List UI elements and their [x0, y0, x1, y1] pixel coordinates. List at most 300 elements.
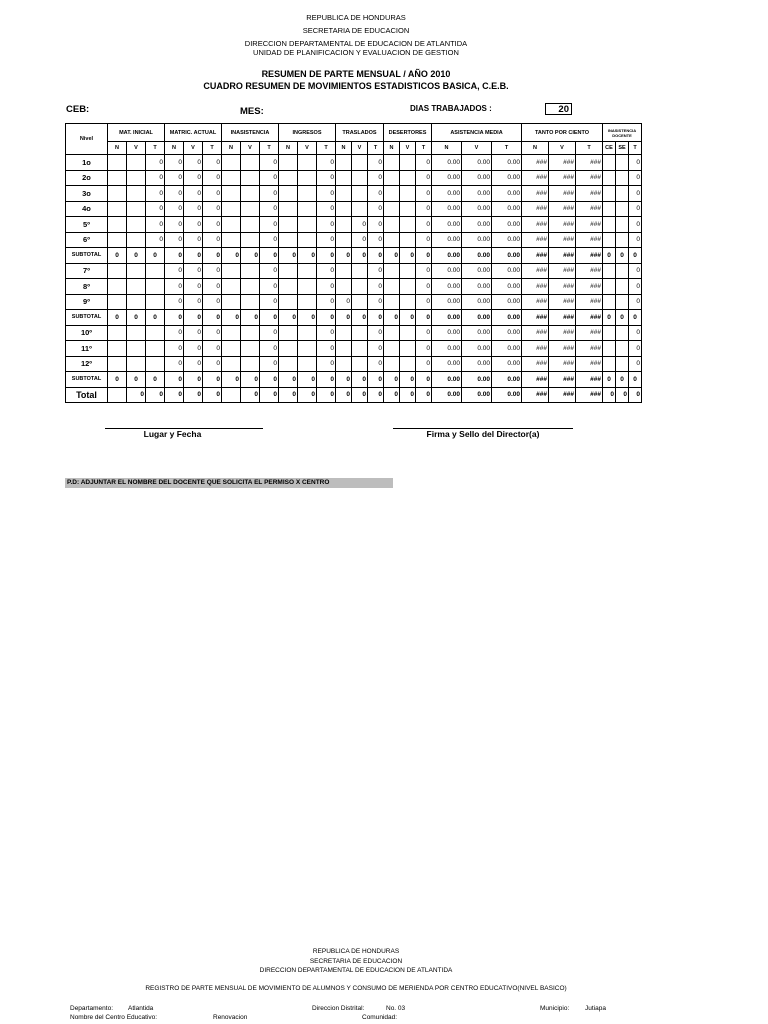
firma-label: Firma y Sello del Director(a): [426, 429, 540, 439]
value-cell: [241, 294, 260, 310]
value-cell: [336, 170, 352, 186]
value-cell: [603, 186, 616, 202]
value-cell: 0: [368, 201, 384, 217]
value-cell: [108, 217, 127, 233]
value-cell: [384, 341, 400, 357]
table-row: [66, 263, 642, 279]
value-cell: [603, 279, 616, 295]
value-cell: 0: [184, 310, 203, 326]
value-cell: 0: [629, 170, 642, 186]
value-cell: [108, 263, 127, 279]
value-cell: [400, 294, 416, 310]
value-cell: 0: [368, 232, 384, 248]
value-cell: [336, 356, 352, 372]
value-cell: ###: [522, 186, 549, 202]
value-cell: [603, 356, 616, 372]
value-cell: [616, 325, 629, 341]
value-cell: 0: [317, 201, 336, 217]
value-cell: [298, 232, 317, 248]
value-cell: [384, 201, 400, 217]
value-cell: 0: [352, 232, 368, 248]
value-cell: ###: [549, 217, 576, 233]
value-cell: ###: [522, 341, 549, 357]
value-cell: [384, 170, 400, 186]
value-cell: 0: [368, 372, 384, 388]
value-cell: 0: [127, 387, 146, 403]
value-cell: [352, 294, 368, 310]
value-cell: ###: [576, 186, 603, 202]
value-cell: 0: [317, 387, 336, 403]
value-cell: 0: [260, 201, 279, 217]
value-cell: 0.00: [432, 372, 462, 388]
distrital-label: Direccion Distrital:: [312, 1005, 365, 1012]
value-cell: [222, 294, 241, 310]
value-cell: 0: [384, 372, 400, 388]
value-cell: 0: [184, 217, 203, 233]
value-cell: 0.00: [432, 155, 462, 171]
value-cell: 0: [629, 232, 642, 248]
value-cell: 0: [184, 170, 203, 186]
table-row: [66, 201, 642, 217]
value-cell: 0: [165, 294, 184, 310]
value-cell: 0.00: [492, 170, 522, 186]
value-cell: 0: [400, 372, 416, 388]
nivel-cell: 4o: [66, 201, 108, 217]
value-cell: 0: [165, 217, 184, 233]
nivel-cell: SUBTOTAL: [66, 248, 108, 264]
value-cell: 0: [616, 372, 629, 388]
value-cell: 0: [352, 217, 368, 233]
value-cell: 0.00: [492, 232, 522, 248]
value-cell: 0: [336, 310, 352, 326]
value-cell: 0.00: [462, 356, 492, 372]
value-cell: [400, 170, 416, 186]
value-cell: [222, 341, 241, 357]
value-cell: 0: [368, 294, 384, 310]
value-cell: 0: [260, 279, 279, 295]
value-cell: 0: [203, 263, 222, 279]
value-cell: ###: [549, 186, 576, 202]
nivel-cell: 8º: [66, 279, 108, 295]
value-cell: 0: [184, 341, 203, 357]
value-cell: ###: [549, 341, 576, 357]
value-cell: 0.00: [462, 279, 492, 295]
nivel-cell: SUBTOTAL: [66, 310, 108, 326]
value-cell: 0: [203, 325, 222, 341]
value-cell: 0: [317, 325, 336, 341]
value-cell: [384, 279, 400, 295]
value-cell: [603, 217, 616, 233]
nvt-header-row: [66, 142, 642, 155]
value-cell: [241, 341, 260, 357]
value-cell: 0: [165, 279, 184, 295]
value-cell: 0.00: [462, 341, 492, 357]
value-cell: [222, 217, 241, 233]
value-cell: [603, 263, 616, 279]
value-cell: 0: [317, 248, 336, 264]
value-cell: [127, 170, 146, 186]
value-cell: [336, 279, 352, 295]
value-cell: 0.00: [432, 248, 462, 264]
value-cell: 0.00: [492, 325, 522, 341]
value-cell: [298, 263, 317, 279]
value-cell: 0: [368, 279, 384, 295]
value-cell: 0: [203, 232, 222, 248]
value-cell: 0.00: [492, 294, 522, 310]
value-cell: [108, 356, 127, 372]
value-cell: [222, 263, 241, 279]
value-cell: [108, 232, 127, 248]
value-cell: [400, 201, 416, 217]
report-subtitle: CUADRO RESUMEN DE MOVIMIENTOS ESTADISTICOS BASICA, C.E.B.: [203, 81, 509, 91]
value-cell: 0: [165, 341, 184, 357]
header-line-3: DIRECCION DEPARTAMENTAL DE EDUCACION DE ATLANTIDA: [244, 39, 468, 48]
value-cell: 0: [279, 248, 298, 264]
value-cell: 0: [184, 372, 203, 388]
value-cell: 0: [317, 155, 336, 171]
value-cell: [400, 155, 416, 171]
value-cell: 0: [260, 217, 279, 233]
value-cell: 0: [416, 279, 432, 295]
value-cell: [108, 387, 127, 403]
group-header-0: MAT. INICIAL: [108, 124, 165, 142]
value-cell: 0: [146, 217, 165, 233]
value-cell: [400, 217, 416, 233]
value-cell: 0: [203, 248, 222, 264]
value-cell: ###: [522, 170, 549, 186]
value-cell: [336, 232, 352, 248]
value-cell: 0: [603, 372, 616, 388]
value-cell: [616, 155, 629, 171]
value-cell: [146, 279, 165, 295]
value-cell: ###: [549, 201, 576, 217]
value-cell: [298, 155, 317, 171]
value-cell: 0: [260, 155, 279, 171]
value-cell: [603, 294, 616, 310]
value-cell: [352, 186, 368, 202]
value-cell: [146, 263, 165, 279]
table-row: [66, 294, 642, 310]
value-cell: 0.00: [492, 201, 522, 217]
value-cell: [222, 201, 241, 217]
value-cell: 0: [416, 263, 432, 279]
value-cell: 0: [260, 372, 279, 388]
value-cell: ###: [576, 387, 603, 403]
ceb-label: CEB:: [66, 104, 90, 115]
value-cell: 0.00: [432, 279, 462, 295]
value-cell: 0: [165, 325, 184, 341]
value-cell: 0: [368, 356, 384, 372]
value-cell: 0.00: [492, 217, 522, 233]
value-cell: [603, 170, 616, 186]
value-cell: ###: [576, 232, 603, 248]
nvt-header-cell: T: [576, 142, 603, 155]
value-cell: 0: [165, 356, 184, 372]
value-cell: ###: [549, 248, 576, 264]
table-row: [66, 217, 642, 233]
value-cell: 0.00: [432, 217, 462, 233]
value-cell: 0: [298, 372, 317, 388]
value-cell: ###: [549, 232, 576, 248]
value-cell: 0: [184, 356, 203, 372]
value-cell: 0.00: [432, 341, 462, 357]
subtotal-row: [66, 310, 642, 326]
value-cell: [400, 232, 416, 248]
value-cell: 0: [203, 356, 222, 372]
value-cell: 0: [241, 387, 260, 403]
value-cell: [352, 170, 368, 186]
value-cell: 0: [146, 201, 165, 217]
distrital-value: No. 03: [386, 1005, 406, 1012]
value-cell: 0: [384, 387, 400, 403]
value-cell: [352, 356, 368, 372]
value-cell: ###: [522, 387, 549, 403]
value-cell: [298, 279, 317, 295]
header-line-2: SECRETARIA DE EDUCACION: [302, 26, 410, 35]
value-cell: 0: [384, 248, 400, 264]
nivel-cell: 12º: [66, 356, 108, 372]
value-cell: 0: [260, 341, 279, 357]
value-cell: [279, 279, 298, 295]
value-cell: 0: [416, 170, 432, 186]
value-cell: 0: [184, 248, 203, 264]
value-cell: ###: [549, 279, 576, 295]
value-cell: 0.00: [462, 294, 492, 310]
nvt-header-cell: N: [522, 142, 549, 155]
table-row: [66, 356, 642, 372]
value-cell: 0: [400, 387, 416, 403]
value-cell: 0: [146, 170, 165, 186]
nvt-header-cell: T: [317, 142, 336, 155]
value-cell: 0: [603, 310, 616, 326]
value-cell: 0: [127, 248, 146, 264]
value-cell: 0: [416, 201, 432, 217]
value-cell: ###: [576, 263, 603, 279]
value-cell: 0: [629, 155, 642, 171]
value-cell: 0: [616, 387, 629, 403]
value-cell: 0.00: [462, 387, 492, 403]
value-cell: 0.00: [432, 170, 462, 186]
value-cell: 0: [368, 387, 384, 403]
group-header-5: DESERTORES: [384, 124, 432, 142]
value-cell: 0: [279, 372, 298, 388]
value-cell: [146, 294, 165, 310]
value-cell: 0: [352, 310, 368, 326]
value-cell: [616, 201, 629, 217]
value-cell: [336, 263, 352, 279]
value-cell: 0.00: [432, 232, 462, 248]
value-cell: [384, 263, 400, 279]
footer-line-2: SECRETARIA DE EDUCACION: [309, 958, 403, 965]
value-cell: 0.00: [492, 279, 522, 295]
value-cell: [384, 325, 400, 341]
value-cell: 0: [165, 372, 184, 388]
value-cell: [616, 294, 629, 310]
value-cell: 0: [416, 294, 432, 310]
value-cell: 0.00: [462, 248, 492, 264]
value-cell: 0: [416, 372, 432, 388]
value-cell: 0: [336, 294, 352, 310]
value-cell: [384, 294, 400, 310]
value-cell: 0: [368, 155, 384, 171]
value-cell: 0: [416, 186, 432, 202]
value-cell: [336, 201, 352, 217]
value-cell: 0: [165, 201, 184, 217]
value-cell: ###: [522, 201, 549, 217]
value-cell: [400, 341, 416, 357]
value-cell: [222, 170, 241, 186]
value-cell: ###: [549, 263, 576, 279]
value-cell: ###: [576, 279, 603, 295]
value-cell: 0: [241, 248, 260, 264]
value-cell: 0.00: [432, 310, 462, 326]
group-header-1: MATRIC. ACTUAL: [165, 124, 222, 142]
value-cell: 0: [416, 232, 432, 248]
nivel-header: Nivel: [66, 124, 108, 155]
value-cell: 0: [603, 248, 616, 264]
value-cell: ###: [576, 372, 603, 388]
value-cell: [298, 201, 317, 217]
value-cell: 0: [336, 248, 352, 264]
value-cell: 0: [165, 248, 184, 264]
value-cell: 0: [184, 325, 203, 341]
value-cell: ###: [576, 248, 603, 264]
value-cell: 0.00: [462, 232, 492, 248]
value-cell: [603, 232, 616, 248]
value-cell: 0.00: [462, 217, 492, 233]
value-cell: [352, 263, 368, 279]
value-cell: [336, 155, 352, 171]
value-cell: 0: [629, 201, 642, 217]
value-cell: [400, 263, 416, 279]
value-cell: 0: [203, 279, 222, 295]
nvt-header-cell: CE: [603, 142, 616, 155]
value-cell: 0.00: [432, 325, 462, 341]
table-row: [66, 155, 642, 171]
value-cell: [241, 201, 260, 217]
value-cell: 0.00: [492, 248, 522, 264]
value-cell: 0: [629, 310, 642, 326]
value-cell: [108, 279, 127, 295]
footer-line-1: REPUBLICA DE HONDURAS: [312, 948, 400, 955]
value-cell: ###: [549, 325, 576, 341]
value-cell: 0: [368, 170, 384, 186]
value-cell: 0: [184, 263, 203, 279]
value-cell: 0: [108, 372, 127, 388]
value-cell: 0.00: [462, 372, 492, 388]
value-cell: [127, 263, 146, 279]
municipio-label: Municipio:: [540, 1005, 570, 1012]
value-cell: [146, 356, 165, 372]
header-line-1: REPUBLICA DE HONDURAS: [306, 13, 406, 22]
value-cell: 0: [184, 186, 203, 202]
nvt-header-cell: V: [184, 142, 203, 155]
value-cell: [352, 201, 368, 217]
value-cell: 0: [317, 294, 336, 310]
centro-value: Renovacion: [213, 1014, 248, 1021]
value-cell: [279, 201, 298, 217]
value-cell: [108, 170, 127, 186]
value-cell: 0: [317, 279, 336, 295]
value-cell: [400, 186, 416, 202]
value-cell: 0: [629, 325, 642, 341]
value-cell: [616, 217, 629, 233]
value-cell: 0: [629, 217, 642, 233]
value-cell: 0.00: [462, 155, 492, 171]
value-cell: 0: [629, 294, 642, 310]
value-cell: 0: [260, 310, 279, 326]
nvt-header-cell: V: [241, 142, 260, 155]
value-cell: 0: [203, 217, 222, 233]
value-cell: 0: [260, 248, 279, 264]
nivel-cell: 11º: [66, 341, 108, 357]
value-cell: [603, 201, 616, 217]
value-cell: 0: [279, 310, 298, 326]
value-cell: 0.00: [492, 356, 522, 372]
value-cell: 0: [241, 372, 260, 388]
nvt-header-cell: V: [462, 142, 492, 155]
group-header-2: INASISTENCIA: [222, 124, 279, 142]
value-cell: [616, 186, 629, 202]
value-cell: 0.00: [432, 263, 462, 279]
value-cell: [352, 279, 368, 295]
value-cell: [127, 186, 146, 202]
value-cell: [336, 186, 352, 202]
value-cell: 0: [317, 217, 336, 233]
nvt-header-cell: T: [260, 142, 279, 155]
value-cell: [279, 341, 298, 357]
nvt-header-cell: T: [416, 142, 432, 155]
nvt-header-cell: T: [203, 142, 222, 155]
value-cell: 0: [336, 387, 352, 403]
nvt-header-cell: V: [352, 142, 368, 155]
value-cell: 0: [603, 387, 616, 403]
value-cell: [222, 387, 241, 403]
municipio-value: Jutiapa: [585, 1005, 606, 1012]
group-header-row: [66, 124, 642, 142]
nvt-header-cell: N: [165, 142, 184, 155]
value-cell: 0: [629, 356, 642, 372]
value-cell: [127, 232, 146, 248]
value-cell: 0: [203, 387, 222, 403]
value-cell: 0: [203, 372, 222, 388]
value-cell: 0.00: [492, 263, 522, 279]
value-cell: [146, 325, 165, 341]
value-cell: 0.00: [432, 387, 462, 403]
value-cell: ###: [549, 294, 576, 310]
value-cell: 0: [317, 186, 336, 202]
value-cell: [616, 170, 629, 186]
nvt-header-cell: N: [222, 142, 241, 155]
value-cell: [603, 341, 616, 357]
nvt-header-cell: SE: [616, 142, 629, 155]
value-cell: [241, 356, 260, 372]
nivel-cell: 10º: [66, 325, 108, 341]
group-header-7: TANTO POR CIENTO: [522, 124, 603, 142]
value-cell: 0: [400, 248, 416, 264]
value-cell: ###: [549, 310, 576, 326]
comunidad-label: Comunidad:: [362, 1014, 398, 1021]
value-cell: 0: [146, 155, 165, 171]
value-cell: [222, 232, 241, 248]
value-cell: ###: [576, 294, 603, 310]
value-cell: 0: [260, 186, 279, 202]
value-cell: [127, 294, 146, 310]
value-cell: [241, 263, 260, 279]
value-cell: 0: [260, 325, 279, 341]
value-cell: [127, 341, 146, 357]
value-cell: 0.00: [462, 310, 492, 326]
